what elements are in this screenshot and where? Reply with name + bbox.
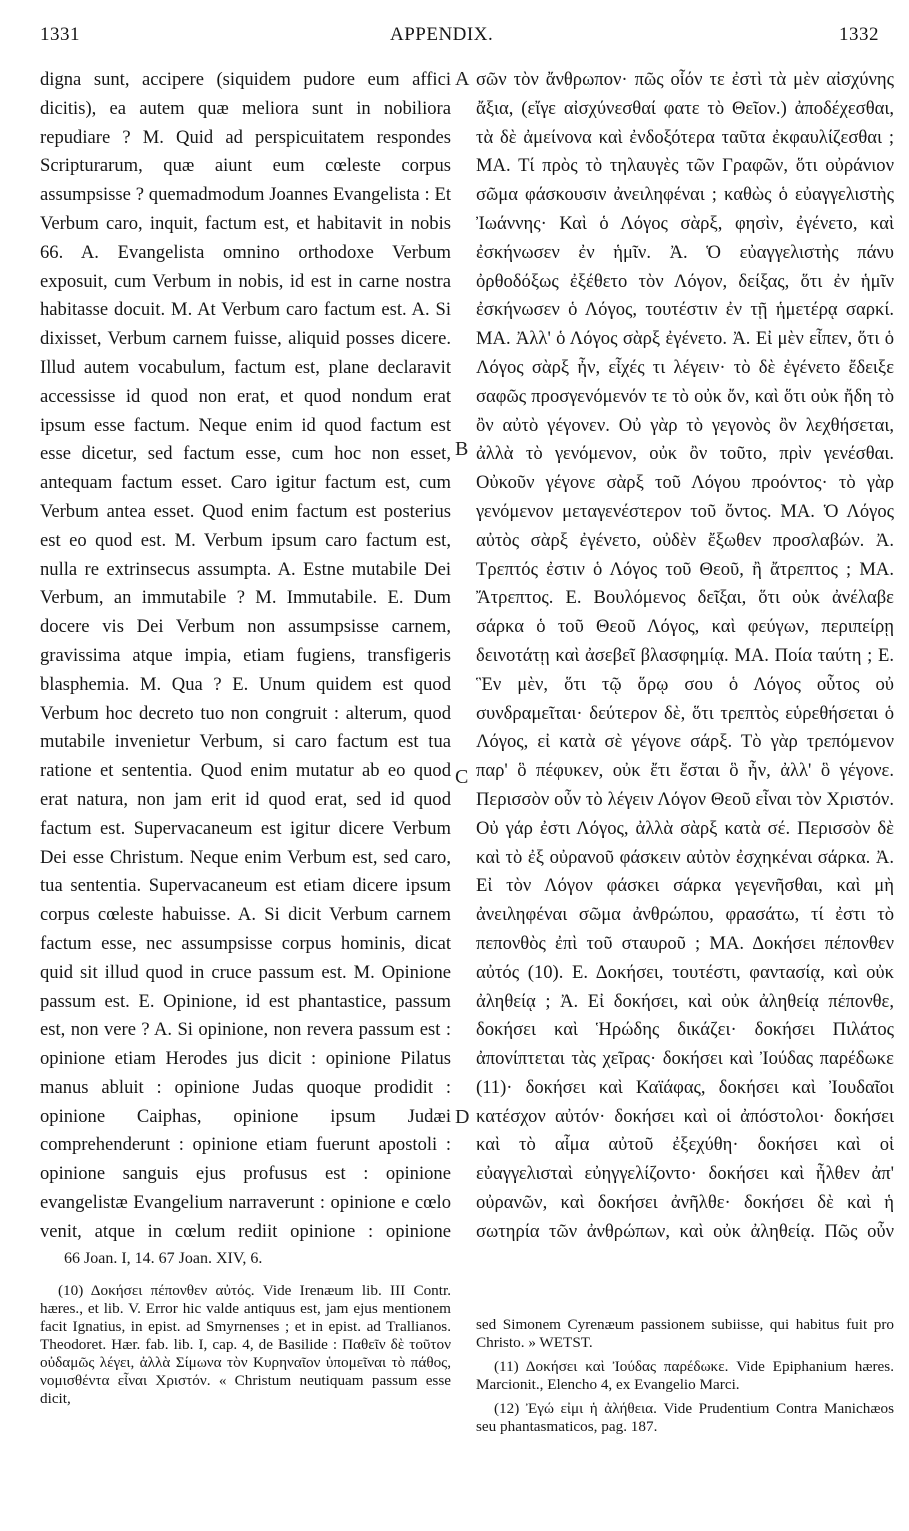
latin-column: [40, 66, 451, 1244]
note-12: (12) Ἐγώ εἰμι ἡ ἀλήθεια. Vide Prudentium Contra Manichæos seu phantasmaticos, pag. 187.: [476, 1400, 894, 1435]
greek-column: [476, 66, 894, 1244]
note-10: (10) Δοκήσει πέπονθεν αὐτός. Vide Irenæum lib. III Contr. hæres., et lib. V. Error hic valde antiquus est, jam ejus mentionem facit Ignatius, in epist. ad Smyrnenses ; et in epist. ad Trallianos. Theodoret. Hær. fab. lib. I, cap. 4, de Basilide : Παθεῖν δὲ τοῦτον οὐδαμῶς λέγει, ἀλλὰ Σίμωνα τὸν Κυρηναῖον ὑπομεῖναι τὸ πάθος, νομισθέντα εἶναι Χριστόν. « Christum neutiquam passum esse dicit,: [40, 1282, 451, 1407]
page-number-right: 1332: [839, 24, 879, 45]
notes-left-column: [40, 1282, 451, 1497]
note-11: (11) Δοκήσει καὶ Ἰούδας παρέδωκε. Vide Epiphanium hæres. Marcionit., Elencho 4, ex Evangelio Marci.: [476, 1358, 894, 1393]
margin-letter-d: D: [455, 1106, 470, 1128]
running-title: APPENDIX.: [390, 24, 494, 45]
scripture-footnotes: 66 Joan. I, 14. 67 Joan. XIV, 6.: [64, 1250, 263, 1267]
greek-text: σῶν τὸν ἄνθρωπον· πῶς οἷόν τε ἐστὶ τὰ μὲν αἰσχύνης ἄξια, (εἴγε αἰσχύνεσθαί φατε τὸ Θεῖον.) ἀποδέχεσθαι, τὰ δὲ ἀμείνονα καὶ ἐνδοξότερα ταῦτα ἐκφαυλίζεσθαι ; ΜΑ. Τί πρὸς τὸ τηλαυγὲς τῶν Γραφῶν, ὅτι οὐράνιον σῶμα φάσκουσιν ἀνειληφέναι ; καθὼς ὁ εὐαγγελιστὴς Ἰωάννης· Καὶ ὁ Λόγος σὰρξ, φησὶν, ἐγένετο, καὶ ἐσκήνωσεν ἐν ἡμῖν. Ἀ. Ὁ εὐαγγελιστὴς πάνυ ὀρθοδόξως ἐξέθετο τὸν Λόγον, δείξας, ὅτι ἐν ἡμῖν ἐσκήνωσεν ὁ Λόγος, τουτέστιν ἐν τῇ ἡμετέρᾳ σαρκί. ΜΑ. Ἀλλ' ὁ Λόγος σὰρξ ἐγένετο. Ἀ. Εἰ μὲν εἶπεν, ὅτι ὁ Λόγος σὰρξ ἦν, εἶχές τι λέγειν· τὸ δὲ ἐγένετο ἔδειξε σαφῶς προσγενόμενόν τε τὸ οὐκ ὄν, καὶ ὅτι οὐκ ἤδη τὸ ὂν αὐτὸ γέγονεν. Οὐ γὰρ τὸ γεγονὸς ὂν λεχθήσεται, ἀλλὰ τὸ γενόμενον, οὐκ ὂν τοῦτο, πρὶν γενέσθαι. Οὐκοῦν γέγονε σὰρξ τοῦ Λόγου προόντος· τὸ γὰρ γενόμενον μεταγενέστερον τοῦ ὄντος. ΜΑ. Ὁ Λόγος αὐτὸς σὰρξ ἐγένετο, οὐδὲν ἔξωθεν προσλαβών. Ἀ. Τρεπτός ἐστιν ὁ Λόγος τοῦ Θεοῦ, ἢ ἄτρεπτος ; ΜΑ. Ἄτρεπτος. Ε. Βουλόμενος δεῖξαι, ὅτι οὐκ ἀνέλαβε σάρκα ὁ τοῦ Θεοῦ Λόγος, καὶ φεύγων, περιπείρῃ δεινοτάτῃ καὶ ἀσεβεῖ βλασφημίᾳ. ΜΑ. Ποία ταύτη ; Ε. Ἓν μὲν, ὅτι τῷ ὅρῳ σου ὁ Λόγος οὗτος οὐ συνδραμεῖται· δεύτερον δὲ, ὅτι τρεπτὸς εὑρεθήσεται ὁ Λόγος, εἰ κατὰ σὲ γέγονε σάρξ. Τὸ γὰρ τρεπόμενον παρ' ὃ πέφυκεν, οὐκ ἔτι ἔσται ὃ ἦν, ἀλλ' ὃ γέγονε. Περισσὸν οὖν τὸ λέγειν Λόγον Θεοῦ εἶναι τὸν Χριστόν. Οὐ γάρ ἐστι Λόγος, ἀλλὰ σὰρξ κατὰ σέ. Περισσὸν δὲ καὶ τὸ ἐξ οὐρανοῦ φάσκειν αὐτὸν ἐσχηκέναι σάρκα. Ἀ. Εἰ τὸν Λόγον φάσκει σάρκα γεγενῆσθαι, καὶ μὴ ἀνειληφέναι σῶμα ἀνθρώπου, φρασάτω, τί ἐστι τὸ πεπονθὸς ἐπὶ τοῦ σταυροῦ ; ΜΑ. Δοκήσει πέπονθεν αὐτός (10). Ε. Δοκήσει, τουτέστι, φαντασίᾳ, καὶ οὐκ ἀληθείᾳ ; Ἀ. Εἰ δοκήσει, καὶ οὐκ ἀληθείᾳ πέπονθε, δοκήσει καὶ Ἡρώδης δικάζει· δοκήσει Πιλάτος ἀπονίπτεται τὰς χεῖρας· δοκήσει καὶ Ἰούδας παρέδωκε (11)· δοκήσει καὶ Καϊάφας, δοκήσει καὶ Ἰουδαῖοι κατέσχον αὐτόν· δοκήσει καὶ οἱ ἀπόστολοι· δοκήσει καὶ τὸ αἷμα αὐτοῦ ἐξεχύθη· δοκήσει καὶ οἱ εὐαγγελισταὶ εὐηγγελίζοντο· δοκήσει καὶ ἦλθεν ἀπ' οὐρανῶν, καὶ δοκήσει ἀνῆλθε· δοκήσει δὲ καὶ ἡ σωτηρία τῶν ἀνθρώπων, καὶ οὐκ ἀληθείᾳ. Πῶς οὖν: [476, 69, 894, 1242]
latin-text: digna sunt, accipere (siquidem pudore eum affici dicitis), ea autem quæ meliora sunt in nobiliora repudiare ? M. Quid ad perspicuitatem respondes Scripturarum, quæ aiunt eum cœleste corpus assumpsisse ? quemadmodum Joannes Evangelista : Et Verbum caro, inquit, factum est, et habitavit in nobis 66. A. Evangelista omnino orthodoxe Verbum exposuit, cum Verbum in nobis, id est in carne nostra habitasse docuit. M. At Verbum caro factum est. A. Si dixisset, Verbum carnem fuisse, aliquid posses dicere. Illud autem vocabulum, factum est, plane declaravit accessisse id quod non erat, et quod nondum erat ipsum esse factum. Neque enim id quod factum est esse dicetur, sed factum esse, cum hoc non esset, antequam factum esset. Caro igitur factum est, cum Verbum antea esset. Quod enim factum est posterius est eo quod est. M. Verbum ipsum caro factum est, nulla re extrinsecus assumpta. A. Estne mutabile Dei Verbum, an immutabile ? M. Immutabile. E. Dum docere vis Dei Verbum non assumpsisse carnem, gravissima atque impia, etiam fugiens, transfigeris blasphemia. M. Qua ? E. Unum quidem est quod Verbum hoc decreto tuo non congruit : alterum, quod mutabile invenietur Verbum, si caro factum est tua ratione et sententia. Quod enim mutatur ab eo quod erat natura, non jam erit id quod erat, sed id quod factum est. Supervacaneum est igitur dicere Verbum Dei esse Christum. Neque enim Verbum est, sed caro, tua sententia. Supervacaneum est etiam dicere ipsum corpus cœleste habuisse. A. Si dicit Verbum carnem factum esse, nec assumpsisse corpus hominis, dicat quid sit illud quod in cruce passum est. M. Opinione passum est. E. Opinione, id est phantastice, passum est, non vere ? A. Si opinione, non revera passum est : opinione etiam Herodes jus dicit : opinione Pilatus manus abluit : opinione Judas quoque prodidit : opinione Caiphas, opinione ipsum Judæi comprehenderunt : opinione etiam fuerunt apostoli : opinione sanguis ejus profusus est : opinione evangelistæ Evangelium narraverunt : opinione e cœlo venit, atque in cœlum rediit opinione : opinione: [40, 69, 451, 1242]
margin-letter-a: A: [455, 68, 470, 90]
margin-letter-c: C: [455, 766, 469, 788]
margin-letter-b: B: [455, 438, 469, 460]
page-number-left: 1331: [40, 24, 80, 45]
note-10-continued: sed Simonem Cyrenæum passionem subiisse, qui habitus fuit pro Christo. » WETST.: [476, 1316, 894, 1351]
notes-right-column: [476, 1316, 894, 1531]
